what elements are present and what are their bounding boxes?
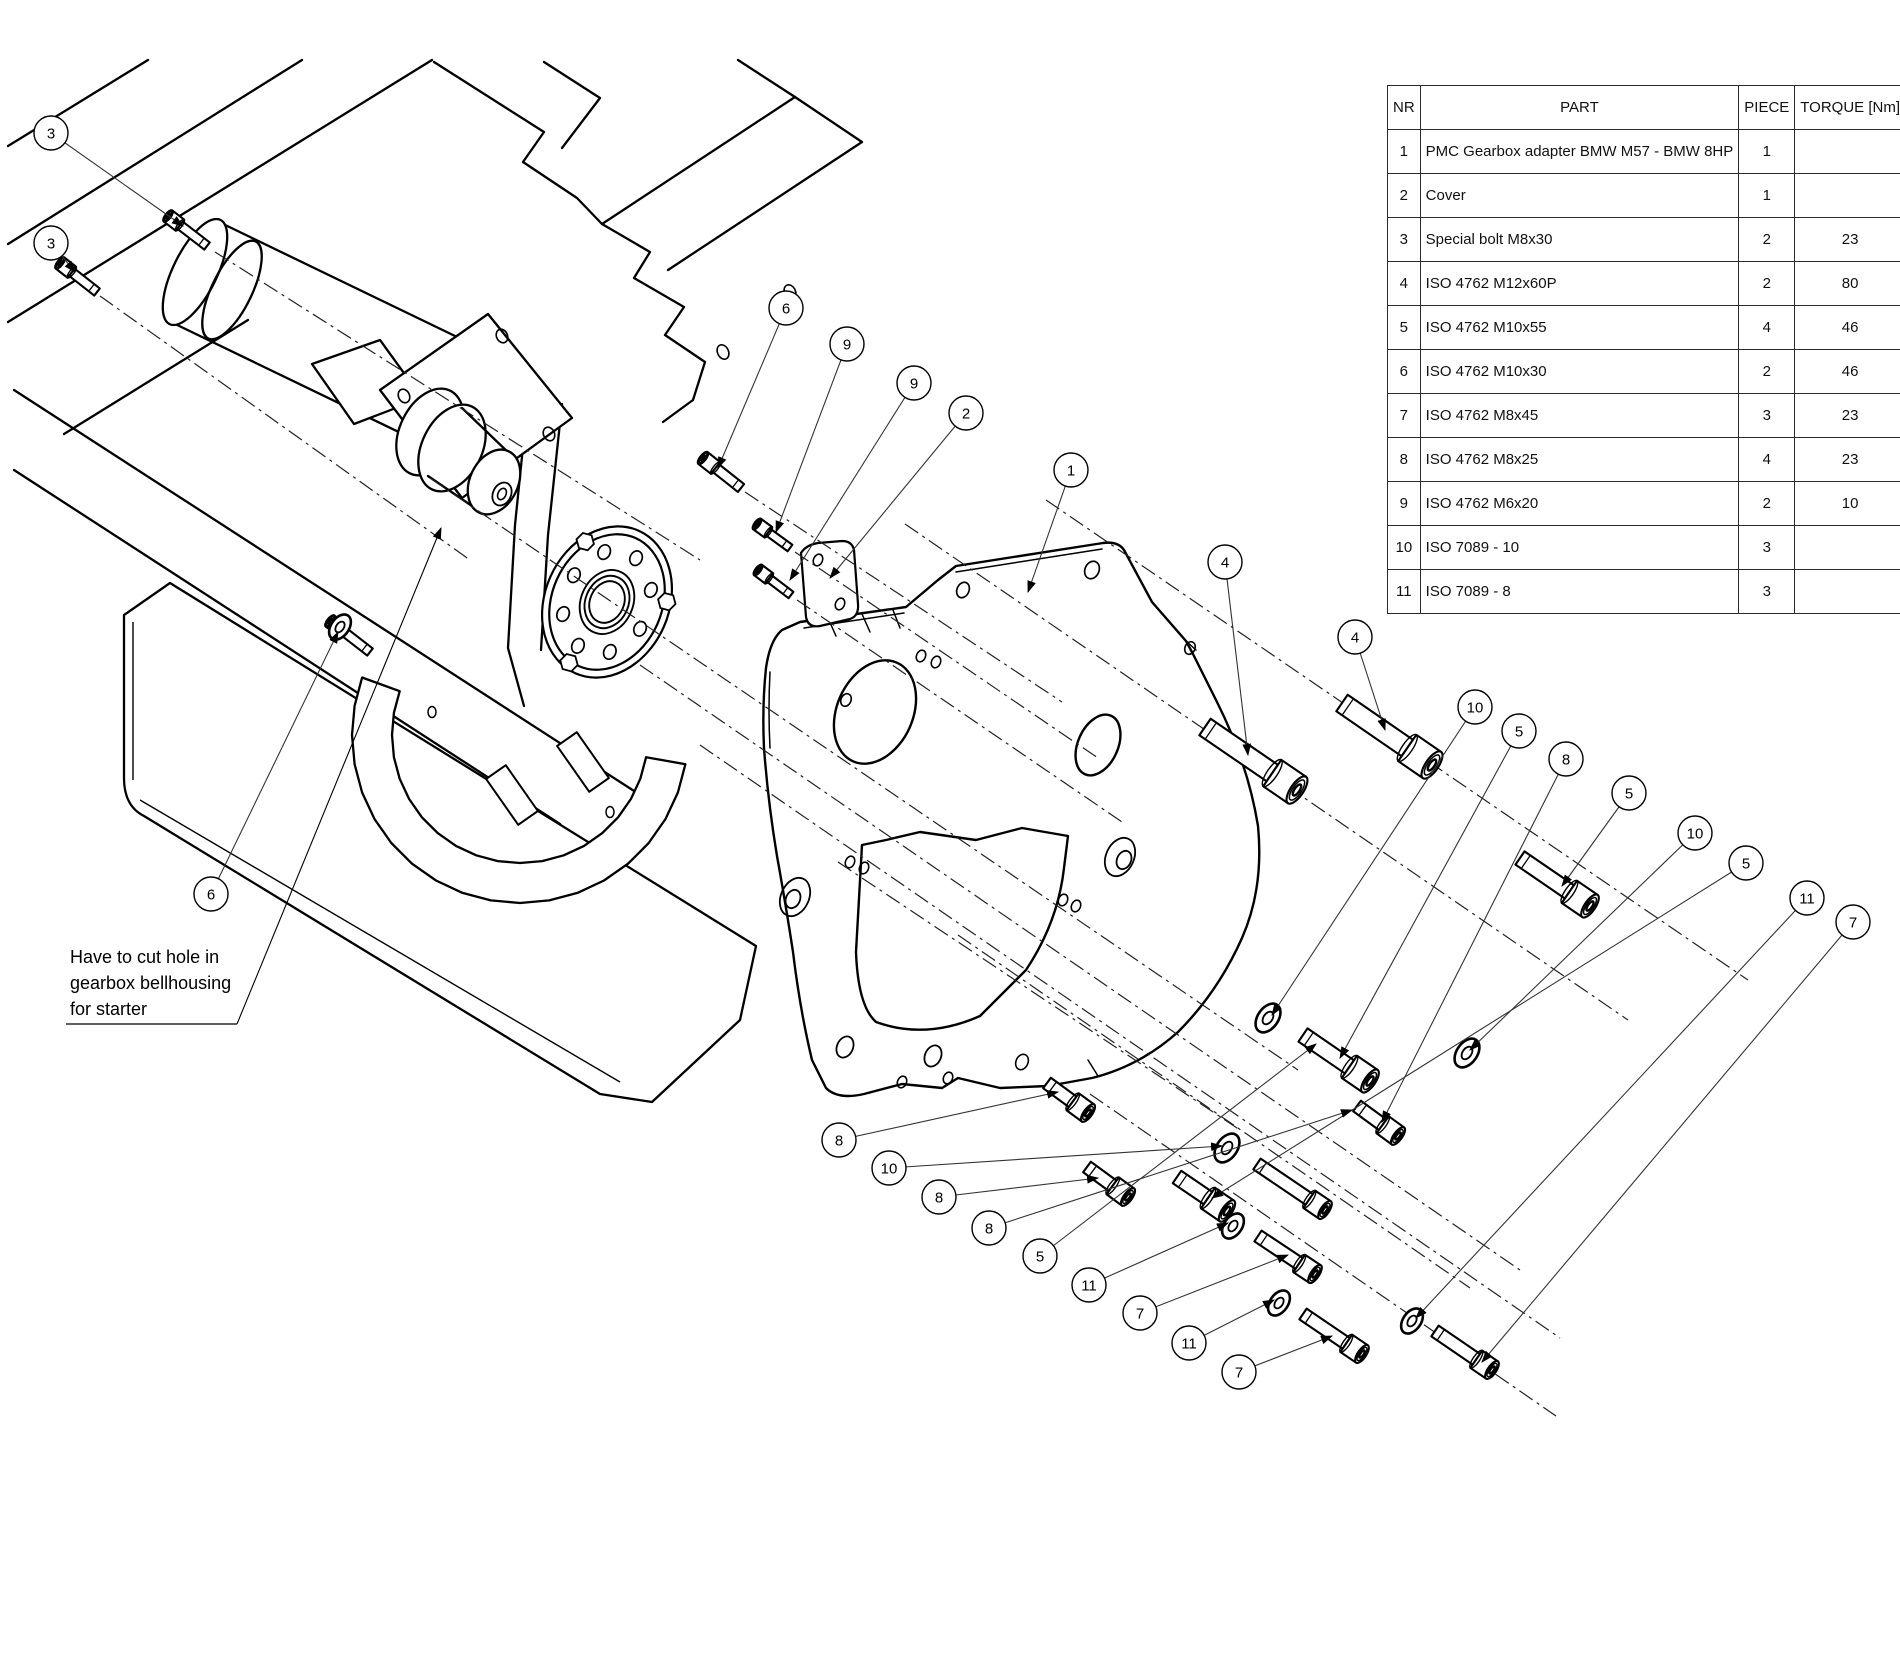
callout-balloon <box>822 1123 856 1157</box>
cell-piece: 1 <box>1739 174 1795 218</box>
cell-nr: 2 <box>1388 174 1421 218</box>
balloon-number: 7 <box>1234 1364 1244 1382</box>
bolt <box>696 450 744 492</box>
parts-table-row <box>1388 526 1900 570</box>
cell-torque: 23 <box>1795 218 1900 262</box>
callout-balloon <box>1729 846 1763 880</box>
balloon-number: 8 <box>1561 751 1571 769</box>
crankshaft-flange <box>519 506 696 699</box>
parts-table-row <box>1388 482 1900 526</box>
washer <box>1209 1129 1244 1167</box>
cell-torque: 23 <box>1795 438 1900 482</box>
cell-piece: 1 <box>1739 130 1795 174</box>
balloon-number: 7 <box>1848 914 1858 932</box>
balloon-number: 10 <box>1686 825 1704 843</box>
bolt <box>1083 1162 1137 1208</box>
bolt <box>1515 851 1602 920</box>
parts-table-row <box>1388 350 1900 394</box>
column-header-nr: NR <box>1388 86 1421 130</box>
callout-balloon <box>830 327 864 361</box>
balloon-number: 11 <box>1081 1277 1097 1295</box>
balloon-number: 9 <box>909 375 919 393</box>
bolt <box>1353 1101 1407 1147</box>
balloon-number: 5 <box>1035 1248 1045 1266</box>
cell-part: ISO 7089 - 10 <box>1420 526 1739 570</box>
cell-nr: 5 <box>1388 306 1421 350</box>
callout-balloon <box>949 396 983 430</box>
callout-balloon <box>897 366 931 400</box>
cell-nr: 8 <box>1388 438 1421 482</box>
cell-piece: 2 <box>1739 350 1795 394</box>
balloon-number: 8 <box>934 1189 944 1207</box>
callout-balloon <box>194 877 228 911</box>
bolt <box>1336 695 1446 782</box>
callout-balloon <box>1790 881 1824 915</box>
cell-part: PMC Gearbox adapter BMW M57 - BMW 8HP <box>1420 130 1739 174</box>
balloon-number: 5 <box>1624 785 1634 803</box>
balloon-number: 3 <box>46 235 56 253</box>
callout-balloon <box>769 291 803 325</box>
cell-nr: 3 <box>1388 218 1421 262</box>
balloon-number: 10 <box>880 1160 898 1178</box>
cell-nr: 4 <box>1388 262 1421 306</box>
cell-nr: 10 <box>1388 526 1421 570</box>
balloon-number: 4 <box>1350 629 1360 647</box>
annotation-note <box>70 944 231 1022</box>
cell-part: ISO 7089 - 8 <box>1420 570 1739 614</box>
cell-piece: 3 <box>1739 526 1795 570</box>
washer <box>1250 999 1285 1037</box>
cell-nr: 1 <box>1388 130 1421 174</box>
cell-piece: 4 <box>1739 438 1795 482</box>
callout-balloon <box>922 1180 956 1214</box>
balloon-number: 8 <box>834 1132 844 1150</box>
callout-balloon <box>972 1211 1006 1245</box>
balloon-number: 5 <box>1741 855 1751 873</box>
cell-part: ISO 4762 M8x45 <box>1420 394 1739 438</box>
cell-torque <box>1795 570 1900 614</box>
cell-part: Special bolt M8x30 <box>1420 218 1739 262</box>
cell-torque: 46 <box>1795 306 1900 350</box>
cell-torque: 46 <box>1795 350 1900 394</box>
cell-torque: 10 <box>1795 482 1900 526</box>
balloon-number: 9 <box>842 336 852 354</box>
cell-torque <box>1795 174 1900 218</box>
bolt <box>1253 1159 1334 1221</box>
parts-table-row <box>1388 570 1900 614</box>
cell-part: ISO 4762 M10x30 <box>1420 350 1739 394</box>
balloon-number: 2 <box>961 405 971 423</box>
bolt <box>751 517 792 551</box>
cell-nr: 7 <box>1388 394 1421 438</box>
parts-table-row <box>1388 306 1900 350</box>
parts-table-row <box>1388 218 1900 262</box>
balloon-number: 6 <box>781 300 791 318</box>
bolt <box>1299 1309 1371 1365</box>
callout-balloon <box>1612 776 1646 810</box>
bolt <box>1043 1078 1097 1124</box>
bolt <box>1254 1231 1324 1285</box>
cell-part: ISO 4762 M10x55 <box>1420 306 1739 350</box>
balloon-number: 7 <box>1135 1305 1145 1323</box>
callout-balloon <box>1222 1355 1256 1389</box>
callout-balloon <box>1023 1239 1057 1273</box>
callout-balloon <box>1338 620 1372 654</box>
cell-torque: 23 <box>1795 394 1900 438</box>
bolt <box>752 563 793 598</box>
cell-piece: 2 <box>1739 482 1795 526</box>
annotation-line: Have to cut hole in <box>70 947 220 967</box>
balloon-number: 10 <box>1466 699 1484 717</box>
parts-table-row <box>1388 130 1900 174</box>
parts-table-row <box>1388 394 1900 438</box>
balloon-number: 11 <box>1799 890 1815 908</box>
callout-balloon <box>1054 453 1088 487</box>
bolt <box>1431 1326 1501 1381</box>
parts-table <box>1387 85 1900 614</box>
callout-balloon <box>1549 742 1583 776</box>
balloon-number: 3 <box>46 125 56 143</box>
bolt <box>1298 1028 1382 1095</box>
cell-piece: 4 <box>1739 306 1795 350</box>
starter-motor <box>150 210 572 523</box>
cell-part: ISO 4762 M12x60P <box>1420 262 1739 306</box>
washer <box>1449 1034 1484 1072</box>
cell-nr: 9 <box>1388 482 1421 526</box>
parts-table-header-row <box>1388 86 1900 130</box>
cell-part: ISO 4762 M6x20 <box>1420 482 1739 526</box>
parts-table-row <box>1388 438 1900 482</box>
column-header-piece: PIECE <box>1739 86 1795 130</box>
parts-table-row <box>1388 174 1900 218</box>
cell-torque: 80 <box>1795 262 1900 306</box>
column-header-part: PART <box>1420 86 1739 130</box>
cell-nr: 11 <box>1388 570 1421 614</box>
callout-balloon <box>872 1151 906 1185</box>
cell-piece: 2 <box>1739 218 1795 262</box>
callout-balloon <box>1072 1268 1106 1302</box>
cell-part: ISO 4762 M8x25 <box>1420 438 1739 482</box>
callout-balloon <box>1172 1326 1206 1360</box>
callout-balloon <box>1836 905 1870 939</box>
callout-balloon <box>34 226 68 260</box>
balloon-number: 11 <box>1181 1335 1197 1353</box>
adapter-plate <box>763 543 1259 1096</box>
cell-nr: 6 <box>1388 350 1421 394</box>
balloon-number: 6 <box>206 886 216 904</box>
cell-piece: 3 <box>1739 394 1795 438</box>
callout-balloon <box>1502 714 1536 748</box>
cell-torque <box>1795 526 1900 570</box>
annotation-line: gearbox bellhousing <box>70 973 232 993</box>
cell-part: Cover <box>1420 174 1739 218</box>
balloon-number: 4 <box>1220 554 1230 572</box>
column-header-torque: TORQUE [Nm] <box>1795 86 1900 130</box>
balloon-number: 8 <box>984 1220 994 1238</box>
parts-table-row <box>1388 262 1900 306</box>
cell-piece: 3 <box>1739 570 1795 614</box>
annotation-line: for starter <box>70 999 148 1019</box>
callout-balloon <box>1678 816 1712 850</box>
callout-balloon <box>1123 1296 1157 1330</box>
balloon-number: 1 <box>1066 462 1076 480</box>
callout-balloon <box>1458 690 1492 724</box>
cell-piece: 2 <box>1739 262 1795 306</box>
callout-balloon <box>34 116 68 150</box>
balloon-number: 5 <box>1514 723 1524 741</box>
cell-torque <box>1795 130 1900 174</box>
callout-balloon <box>1208 545 1242 579</box>
